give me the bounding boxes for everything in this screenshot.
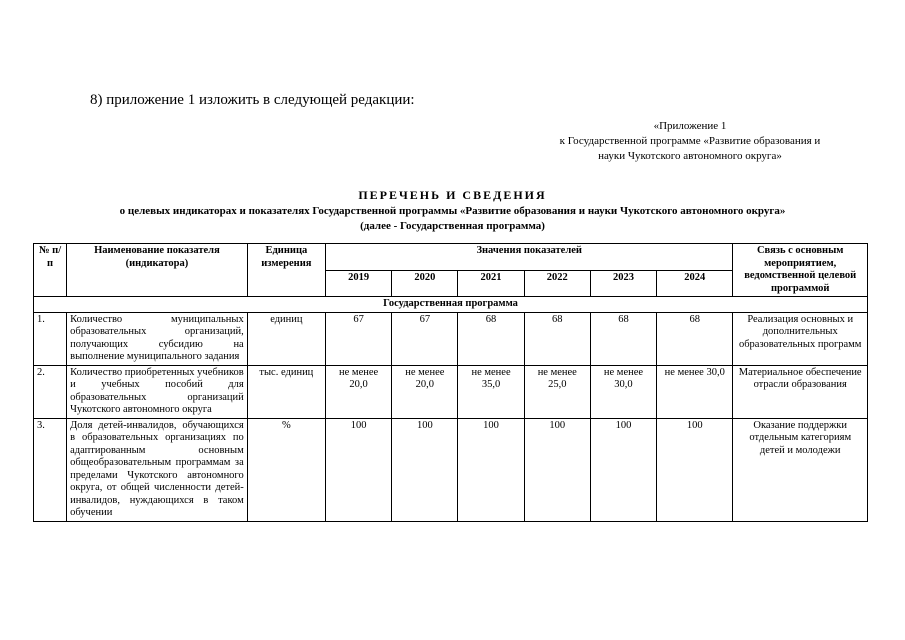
header-unit: Единица измерения (247, 244, 325, 297)
document-subtitle: о целевых индикаторах и показателях Государственной программы «Развитие образования и науки Чукотского автономного округа» (119, 205, 786, 217)
intro-text: 8) приложение 1 изложить в следующей редакции: (90, 92, 415, 108)
row-name: Количество приобретенных учебников и учебных пособий для образовательных организаций Чукотского автономного округа (67, 365, 248, 418)
indicators-table (33, 243, 868, 522)
section-row (34, 297, 868, 313)
row-value: не менее 30,0 (590, 365, 656, 418)
table-header-row (34, 244, 868, 271)
row-value: не менее 35,0 (458, 365, 524, 418)
row-value: 68 (590, 312, 656, 365)
appendix-note (520, 119, 860, 164)
table-row (34, 312, 868, 365)
row-unit: тыс. единиц (247, 365, 325, 418)
appendix-line-3: науки Чукотского автономного округа» (598, 150, 782, 162)
appendix-line-2: к Государственной программе «Развитие образования и (559, 135, 821, 147)
year-header: 2023 (590, 271, 656, 297)
appendix-line-1: «Приложение 1 (653, 120, 727, 132)
row-value: не менее 20,0 (392, 365, 458, 418)
year-header: 2020 (392, 271, 458, 297)
row-value: 68 (458, 312, 524, 365)
year-header: 2019 (326, 271, 392, 297)
row-link: Оказание поддержки отдельным категориям детей и молодежи (733, 418, 868, 521)
row-value: 68 (657, 312, 733, 365)
row-name: Количество муниципальных образовательных организаций, получающих субсидию на выполнение муниципального задания (67, 312, 248, 365)
row-name: Доля детей-инвалидов, обучающихся в образовательных организациях по адаптированным основным общеобразовательным программам за пределами Чукотского автономного округа, от общей численности детей-инвалидов, нуждающихся в таком обучении (67, 418, 248, 521)
row-value: 100 (458, 418, 524, 521)
document-title: ПЕРЕЧЕНЬ И СВЕДЕНИЯ (358, 188, 547, 202)
row-value: 100 (590, 418, 656, 521)
row-link: Реализация основных и дополнительных образовательных программ (733, 312, 868, 365)
header-link: Связь с основным мероприятием, ведомственной целевой программой (733, 244, 868, 297)
row-unit: % (247, 418, 325, 521)
row-value: 67 (392, 312, 458, 365)
header-name: Наименование показателя (индикатора) (67, 244, 248, 297)
year-header: 2022 (524, 271, 590, 297)
row-value: не менее 20,0 (326, 365, 392, 418)
row-value: не менее 25,0 (524, 365, 590, 418)
row-link: Материальное обеспечение отрасли образования (733, 365, 868, 418)
row-value: не менее 30,0 (657, 365, 733, 418)
table-row (34, 365, 868, 418)
table-row (34, 418, 868, 521)
document-subtitle-note: (далее - Государственная программа) (360, 220, 545, 232)
row-num: 1. (34, 312, 67, 365)
section-title: Государственная программа (34, 297, 868, 313)
row-value: 68 (524, 312, 590, 365)
row-value: 100 (392, 418, 458, 521)
year-header: 2024 (657, 271, 733, 297)
year-header: 2021 (458, 271, 524, 297)
row-value: 100 (524, 418, 590, 521)
row-unit: единиц (247, 312, 325, 365)
row-value: 67 (326, 312, 392, 365)
row-num: 2. (34, 365, 67, 418)
row-value: 100 (326, 418, 392, 521)
header-num: № п/п (34, 244, 67, 297)
header-values: Значения показателей (326, 244, 733, 271)
row-value: 100 (657, 418, 733, 521)
row-num: 3. (34, 418, 67, 521)
